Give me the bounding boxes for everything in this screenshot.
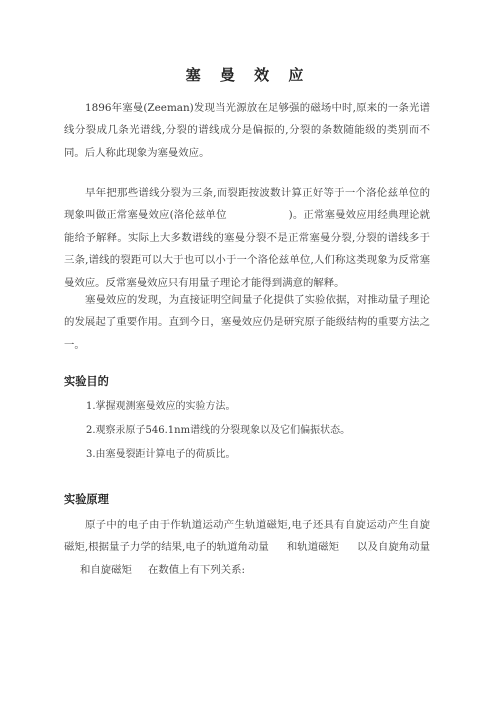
objective-item-1: 1.掌握观测塞曼效应的实验方法。: [86, 401, 236, 412]
principle-text-part5: 在数值上有下列关系:: [147, 563, 245, 576]
significance-paragraph: [64, 289, 430, 356]
principle-text-part3: 以及自旋角动量: [357, 541, 431, 554]
normal-zeeman-text-part2: )。正常塞曼效应用经典理论就能给予解释。实际上大多数谱线的塞曼分裂不是正常塞曼分裂,分裂的谱线多于三条,谱线的裂距可以大于也可以小于一个洛伦兹单位,人们称这类现象为反常塞曼效应。反常塞曼效应只有用量子理论才能得到满意的解释。: [64, 209, 430, 289]
principle-text-part2: 和轨道磁矩: [286, 541, 340, 554]
significance-paragraph-text: 塞曼效应的发现，为直接证明空间量子化提供了实验依据，对推动量子理论的发展起了重要作用。直到今日，塞曼效应仍是研究原子能级结构的重要方法之一。: [64, 294, 430, 351]
intro-paragraph: [64, 97, 430, 164]
principle-paragraph: [64, 514, 430, 581]
normal-zeeman-paragraph: [64, 182, 430, 294]
objective-item-2: 2.观察汞原子546.1nm谱线的分裂现象以及它们偏振状态。: [86, 425, 351, 436]
objective-item-3: 3.由塞曼裂距计算电子的荷质比。: [86, 449, 236, 460]
principle-text-part4: 和自旋磁矩: [80, 563, 132, 576]
principle-text-part1: 原子中的电子由于作轨道运动产生轨道磁矩,电子还具有自旋运动产生自旋磁矩,根据量子力学的结果,电子的轨道角动量: [64, 519, 430, 554]
document-title: 塞 曼 效 应: [185, 66, 311, 84]
normal-zeeman-text-part1: 早年把那些谱线分裂为三条,而裂距按波数计算正好等于一个洛伦兹单位的现象叫做正常塞曼效应(洛伦兹单位: [64, 187, 430, 222]
section-heading-principle: 实验原理: [64, 493, 109, 506]
intro-paragraph-text: 1896年塞曼(Zeeman)发现当光源放在足够强的磁场中时,原来的一条光谱线分裂成几条光谱线,分裂的谱线成分是偏振的,分裂的条数随能级的类别而不同。后人称此现象为塞曼效应。: [64, 102, 430, 159]
section-heading-objectives: 实验目的: [64, 375, 109, 388]
